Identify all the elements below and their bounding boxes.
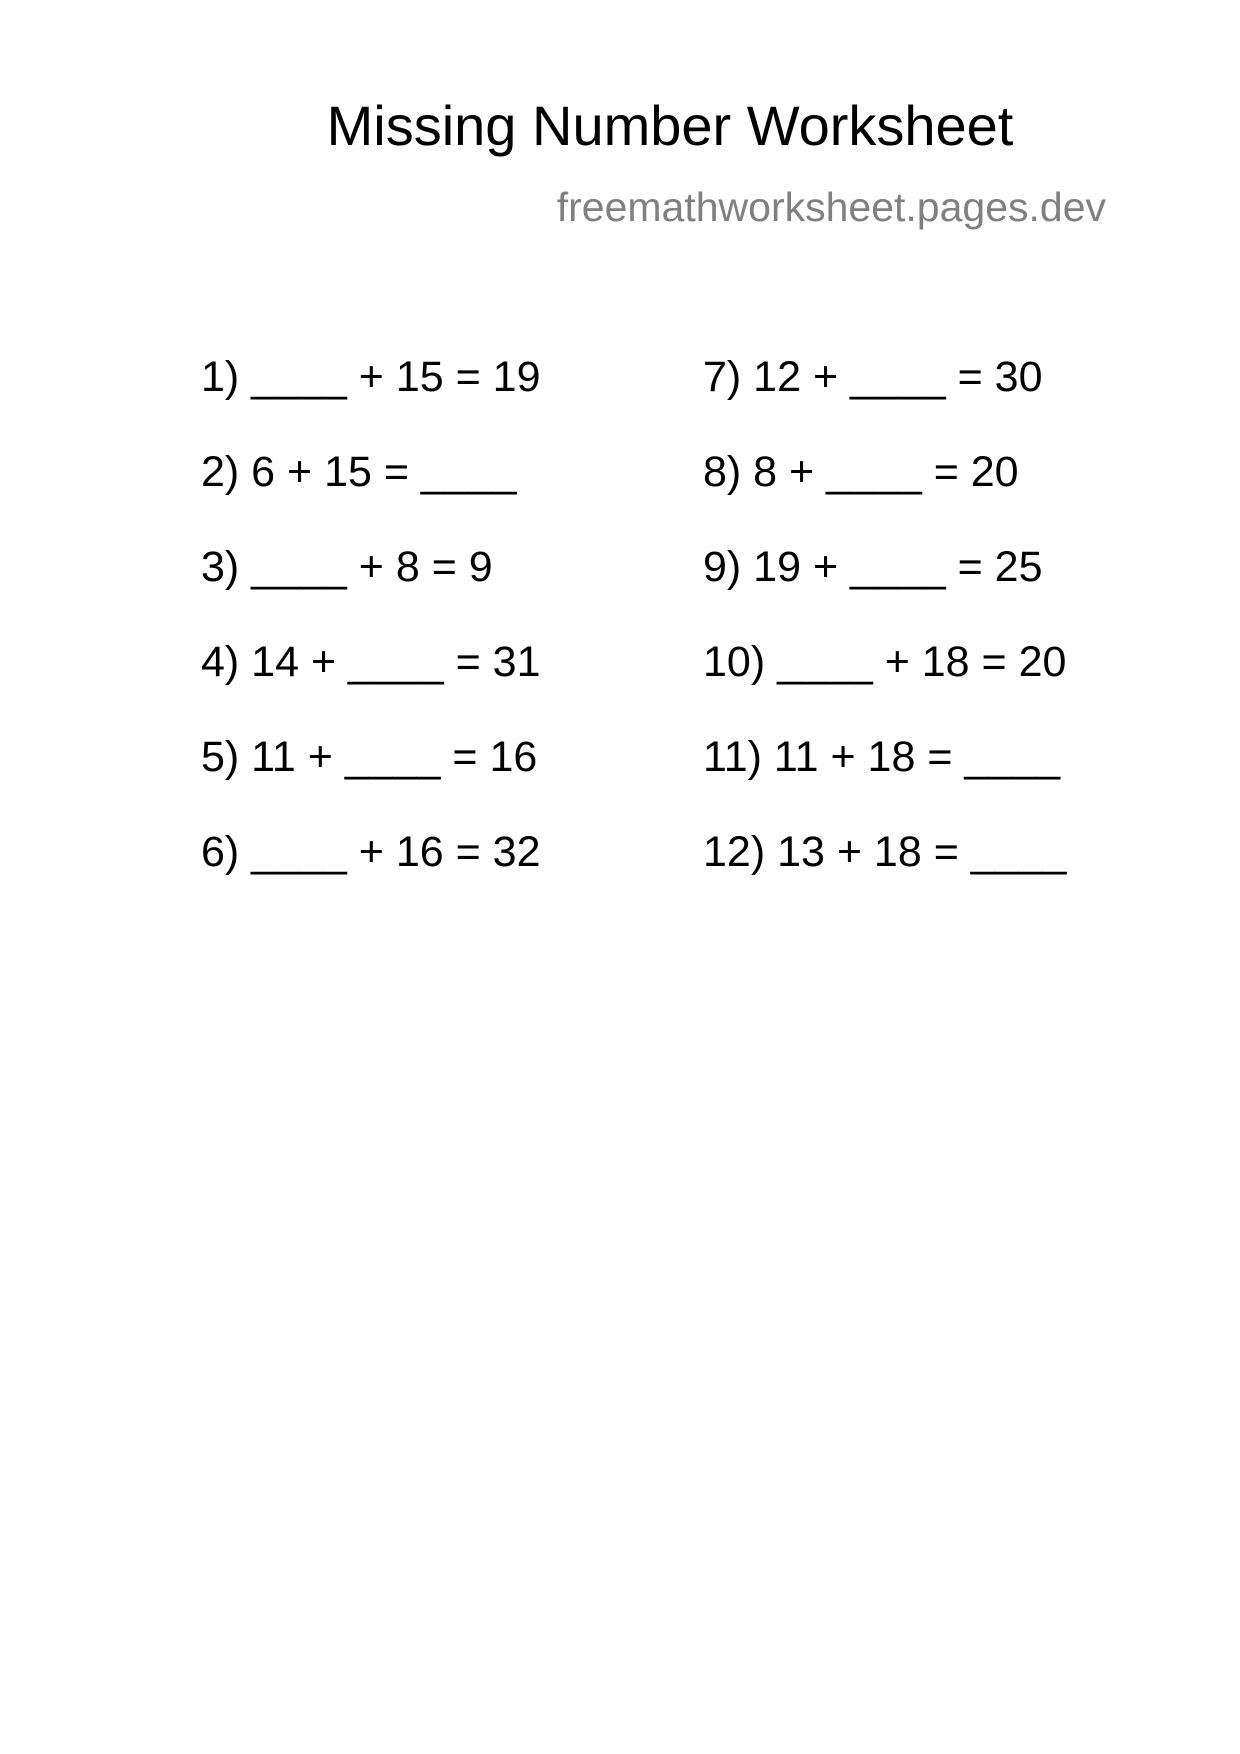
problem-1: 1) ____ + 15 = 19 <box>201 353 541 401</box>
website-url: freemathworksheet.pages.dev <box>556 184 1106 230</box>
problem-12: 12) 13 + 18 = ____ <box>703 828 1067 876</box>
problem-2: 2) 6 + 15 = ____ <box>201 448 517 496</box>
worksheet-title: Missing Number Worksheet <box>326 94 1014 157</box>
problem-5: 5) 11 + ____ = 16 <box>201 733 538 781</box>
problem-10: 10) ____ + 18 = 20 <box>703 638 1067 686</box>
problem-3: 3) ____ + 8 = 9 <box>201 543 493 591</box>
problem-6: 6) ____ + 16 = 32 <box>201 828 541 876</box>
problem-8: 8) 8 + ____ = 20 <box>703 448 1019 496</box>
problem-7: 7) 12 + ____ = 30 <box>703 353 1043 401</box>
problem-11: 11) 11 + 18 = ____ <box>703 733 1061 781</box>
problem-9: 9) 19 + ____ = 25 <box>703 543 1043 591</box>
problem-4: 4) 14 + ____ = 31 <box>201 638 541 686</box>
